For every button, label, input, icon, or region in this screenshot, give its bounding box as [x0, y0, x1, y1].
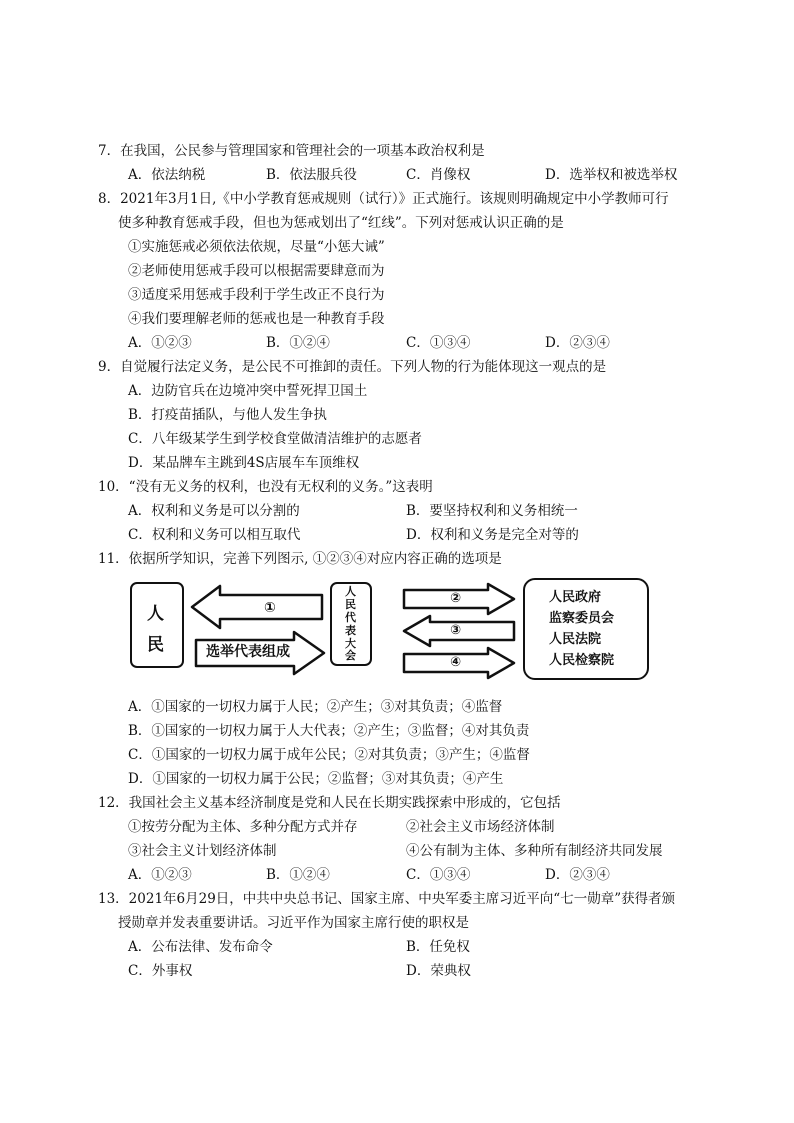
q8-stem-line2: 使多种教育惩戒手段，但也为惩戒划出了“红线”。下列对惩戒认识正确的是: [118, 215, 564, 231]
q8-item-4: ④我们要理解老师的惩戒也是一种教育手段: [128, 311, 385, 327]
arrow-3-label: ③: [450, 623, 462, 638]
people-box-char-1: 人: [147, 604, 164, 624]
q10-option-b: B．要坚持权利和义务相统一: [406, 503, 578, 519]
q7-option-a: A．依法纳税: [128, 167, 206, 183]
organ-procuratorate: 人民检察院: [549, 653, 615, 668]
q12-option-b: B．①②④: [266, 867, 330, 883]
q13-stem-line1: 13．2021年6月29日，中共中央总书记、国家主席、中央军委主席习近平向“七一勋章”获得者颁: [98, 891, 676, 907]
people-box-char-2: 民: [147, 635, 164, 655]
arrow-1-left: [190, 584, 324, 630]
q11-option-c: C．①国家的一切权力属于成年公民；②对其负责；③产生；④监督: [128, 747, 530, 763]
q7-stem: 7．在我国，公民参与管理国家和管理社会的一项基本政治权利是: [98, 143, 485, 159]
q13-option-c: C．外事权: [128, 963, 193, 979]
q9-option-c: C．八年级某学生到学校食堂做清洁维护的志愿者: [128, 431, 422, 447]
q9-stem: 9．自觉履行法定义务，是公民不可推卸的责任。下列人物的行为能体现这一观点的是: [98, 359, 607, 375]
q9-option-d: D．某品牌车主跳到4S店展车车顶维权: [128, 455, 360, 471]
q12-item-3: ③社会主义计划经济体制: [128, 843, 277, 859]
q10-option-c: C．权利和义务可以相互取代: [128, 527, 301, 543]
organ-court: 人民法院: [549, 632, 602, 647]
q8-option-b: B．①②④: [266, 335, 330, 351]
q12-item-2: ②社会主义市场经济体制: [406, 819, 555, 835]
organ-supervision-commission: 监察委员会: [549, 611, 615, 626]
npc-char-1: 人: [345, 585, 356, 598]
npc-char-2: 民: [345, 598, 356, 611]
q13-stem-line2: 授勋章并发表重要讲话。习近平作为国家主席行使的职权是: [118, 915, 469, 931]
q12-item-4: ④公有制为主体、多种所有制经济共同发展: [406, 843, 663, 859]
q12-option-d: D．②③④: [545, 867, 610, 883]
npc-box: [330, 582, 372, 666]
q11-diagram: [126, 578, 652, 690]
q8-item-1: ①实施惩戒必须依法依规，尽量“小惩大诫”: [128, 239, 385, 255]
q12-option-a: A．①②③: [128, 867, 192, 883]
q8-option-d: D．②③④: [545, 335, 610, 351]
npc-char-5: 大: [345, 637, 356, 650]
q11-option-b: B．①国家的一切权力属于人大代表；②产生；③监督；④对其负责: [128, 723, 530, 739]
q7-option-d: D．选举权和被选举权: [545, 167, 678, 183]
q10-stem: 10．“没有无义务的权利，也没有无权利的义务。”这表明: [98, 479, 433, 495]
q8-item-3: ③适度采用惩戒手段利于学生改正不良行为: [128, 287, 385, 303]
q11-stem: 11．依据所学知识，完善下列图示, ①②③④对应内容正确的选项是: [98, 551, 502, 567]
q7-option-b: B．依法服兵役: [266, 167, 357, 183]
q9-option-a: A．边防官兵在边境冲突中誓死捍卫国土: [128, 383, 368, 399]
q13-option-a: A．公布法律、发布命令: [128, 939, 273, 955]
npc-char-3: 代: [345, 611, 356, 624]
npc-char-6: 会: [345, 649, 356, 662]
q9-option-b: B．打疫苗插队，与他人发生争执: [128, 407, 327, 423]
q12-option-c: C．①③④: [406, 867, 471, 883]
arrow-2-label: ②: [450, 591, 462, 606]
people-box: [130, 582, 184, 668]
q10-option-a: A．权利和义务是可以分割的: [128, 503, 300, 519]
arrow-4-label: ④: [450, 655, 462, 670]
q7-option-c: C．肖像权: [406, 167, 471, 183]
q12-item-1: ①按劳分配为主体、多种分配方式并存: [128, 819, 358, 835]
q11-option-a: A．①国家的一切权力属于人民；②产生；③对其负责；④监督: [128, 699, 503, 715]
organ-government: 人民政府: [549, 590, 602, 605]
q8-item-2: ②老师使用惩戒手段可以根据需要肆意而为: [128, 263, 385, 279]
arrow-1-label: ①: [264, 600, 276, 616]
q12-stem: 12．我国社会主义基本经济制度是党和人民在长期实践探索中形成的，它包括: [98, 795, 561, 811]
q8-option-c: C．①③④: [406, 335, 471, 351]
state-organs-box: [523, 578, 649, 680]
npc-char-4: 表: [345, 624, 356, 637]
arrow-bottom-label: 选举代表组成: [206, 644, 290, 660]
q8-stem-line1: 8．2021年3月1日,《中小学教育惩戒规则（试行）》正式施行。该规则明确规定中小学教师可行: [98, 191, 669, 207]
q8-option-a: A．①②③: [128, 335, 192, 351]
q11-option-d: D．①国家的一切权力属于公民；②监督；③对其负责；④产生: [128, 771, 504, 787]
q10-option-d: D．权利和义务是完全对等的: [406, 527, 579, 543]
q13-option-b: B．任免权: [406, 939, 470, 955]
q13-option-d: D．荣典权: [406, 963, 471, 979]
